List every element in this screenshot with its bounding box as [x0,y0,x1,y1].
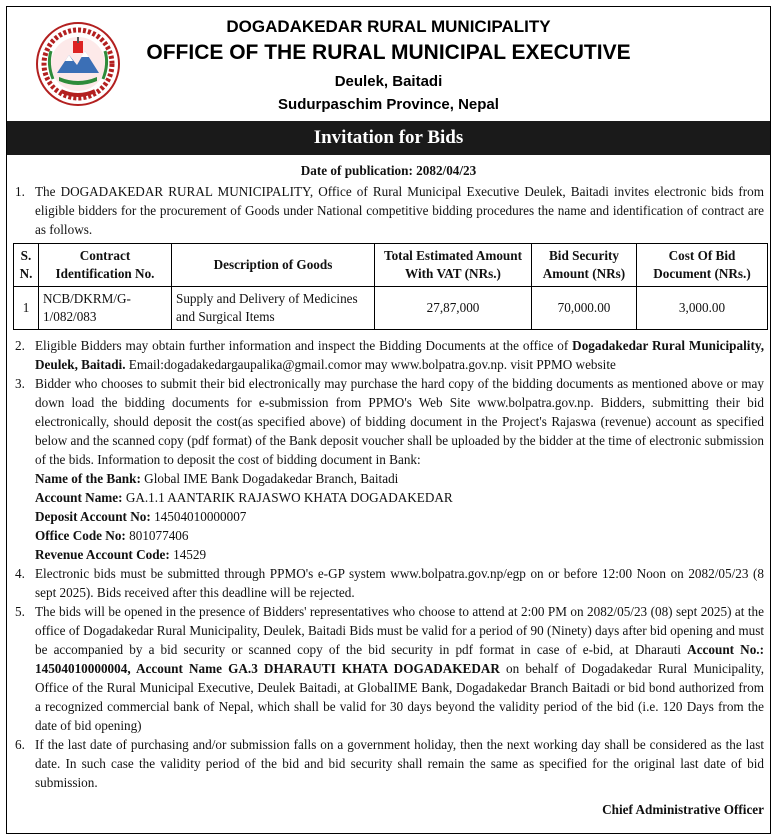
table-header-row [14,244,768,287]
clause-number: 2. [15,338,25,353]
bank-name-value: Global IME Bank Dogadakedar Branch, Baitadi [140,471,399,486]
clause-5 [13,602,764,735]
col-total-amount: Total Estimated Amount With VAT (NRs.) [375,244,532,287]
clause-text-part: Email:dogadakedargaupalika@gmail.comor may www.bolpatra.gov.np. visit PPMO website [125,357,616,372]
account-name-label: Account Name: [35,490,123,505]
table-row [14,287,768,330]
revenue-code-label: Revenue Account Code: [35,547,170,562]
cell-contract-id: NCB/DKRM/G-1/082/083 [39,287,172,330]
revenue-code-line [35,545,764,564]
clause-number: 4. [15,566,25,581]
header [7,7,770,121]
cell-document-cost: 3,000.00 [637,287,768,330]
clause-text-part: The bids will be opened in the presence of Bidders' representatives who choose to attend at 2:00 PM on 2082/05/23 (08) sept 2025) at the office of Dogadakedar Rural Municipality, Deulek, Baitadi Bids must be valid for a period of 90 (Ninety) days after bid opening and must be accompanied by a bid security or scanned copy of the bid security in pdf format in case of e-bid, at Dharauti [35,604,764,657]
cell-description: Supply and Delivery of Medicines and Surgical Items [172,287,375,330]
signatory-title: Chief Administrative Officer [602,802,764,817]
clause-text-part: Bidder who chooses to submit their bid electronically may purchase the hard copy of the bidding documents as mentioned above or may down load the bidding documents for e-submission from PPMO's Web Site www.bolpatra.gov.np. Bidders, submitting their bid electronically, should deposit the cost(as specified above) of bidding document in the Project's Rajaswa (revenue) account as specified below and the scanned copy (pdf format) of the Bank deposit voucher shall be uploaded by the bidder at the time of electronic submission of the bids. Information to deposit the cost of bidding document in Bank: [35,376,764,467]
clause-text [35,336,764,374]
clause-text: If the last date of purchasing and/or submission falls on a government holiday, then the next working day shall be considered as the last date. In such case the validity period of the bid and bid security shall remain the same as specified for the original last date of bid submission. [35,737,764,790]
office-code-label: Office Code No: [35,528,126,543]
col-description: Description of Goods [172,244,375,287]
cell-sn: 1 [14,287,39,330]
revenue-code-value: 14529 [169,547,207,562]
col-document-cost: Cost Of Bid Document (NRs.) [637,244,768,287]
col-contract-id: Contract Identification No. [39,244,172,287]
clause-text-part: on behalf of Dogadakedar Rural Municipality, Office of the Rural Municipal Executive, Deulek Baitadi, at GlobalIME Bank, Dogadakedar Branch Baitadi or bid bond authorized from a recognized commercial bank of Nepal, which shall be valid for 30 days beyond the validity period of the bid (i.e. 120 Days from the date of bid opening) [35,661,764,733]
deposit-account-label: Deposit Account No: [35,509,151,524]
clause-text: The DOGADAKEDAR RURAL MUNICIPALITY, Office of Rural Municipal Executive Deulek, Baitadi invites electronic bids from eligible bidders for the procurement of Goods under National competitive bidding procedures the name and identification of contract are as follows. [35,184,764,237]
bank-name-label: Name of the Bank: [35,471,141,486]
deposit-account-line [35,507,764,526]
clause-1 [13,182,764,239]
security-account-bold-text: Account No.: 14504010000004, Account Name GA.3 DHARAUTI KHATA DOGADAKEDAR [35,642,764,676]
notice-page [6,6,771,834]
office-name: OFFICE OF THE RURAL MUNICIPAL EXECUTIVE [146,41,631,64]
office-bold-text: Dogadakedar Rural Municipality, Deulek, Baitadi. [35,338,764,372]
deposit-account-value: 14504010000007 [150,509,247,524]
province-location: Sudurpaschim Province, Nepal [278,96,499,113]
clause-6 [13,735,764,792]
clause-text: Electronic bids must be submitted through PPMO's e-GP system www.bolpatra.gov.np/egp on or before 12:00 Noon on 2082/05/23 (8 sept 2025). Bids received after this deadline will be rejected. [35,566,764,600]
notice-title-banner: Invitation for Bids [7,121,770,155]
office-code-line [35,526,764,545]
office-code-value: 801077406 [125,528,189,543]
bank-name-line [35,469,764,488]
clause-number: 1. [15,184,25,199]
clause-2 [13,336,764,374]
clause-text [35,602,764,735]
clause-number: 5. [15,604,25,619]
publication-date: Date of publication: 2082/04/23 [300,163,477,178]
clause-text [35,374,764,564]
cell-bid-security: 70,000.00 [532,287,637,330]
contract-table [13,243,768,330]
col-sn: S. N. [14,244,39,287]
clause-number: 3. [15,376,25,391]
cell-total-amount: 27,87,000 [375,287,532,330]
office-location: Deulek, Baitadi [334,73,443,90]
clause-text-part: Eligible Bidders may obtain further information and inspect the Bidding Documents at the office of [35,338,573,353]
clause-4 [13,564,764,602]
municipality-name: DOGADAKEDAR RURAL MUNICIPALITY [226,17,551,36]
account-name-value: GA.1.1 AANTARIK RAJASWO KHATA DOGADAKEDAR [122,490,453,505]
col-bid-security: Bid Security Amount (NRs) [532,244,637,287]
notice-body [7,161,770,819]
clause-number: 6. [15,737,25,752]
clause-3 [13,374,764,564]
account-name-line [35,488,764,507]
